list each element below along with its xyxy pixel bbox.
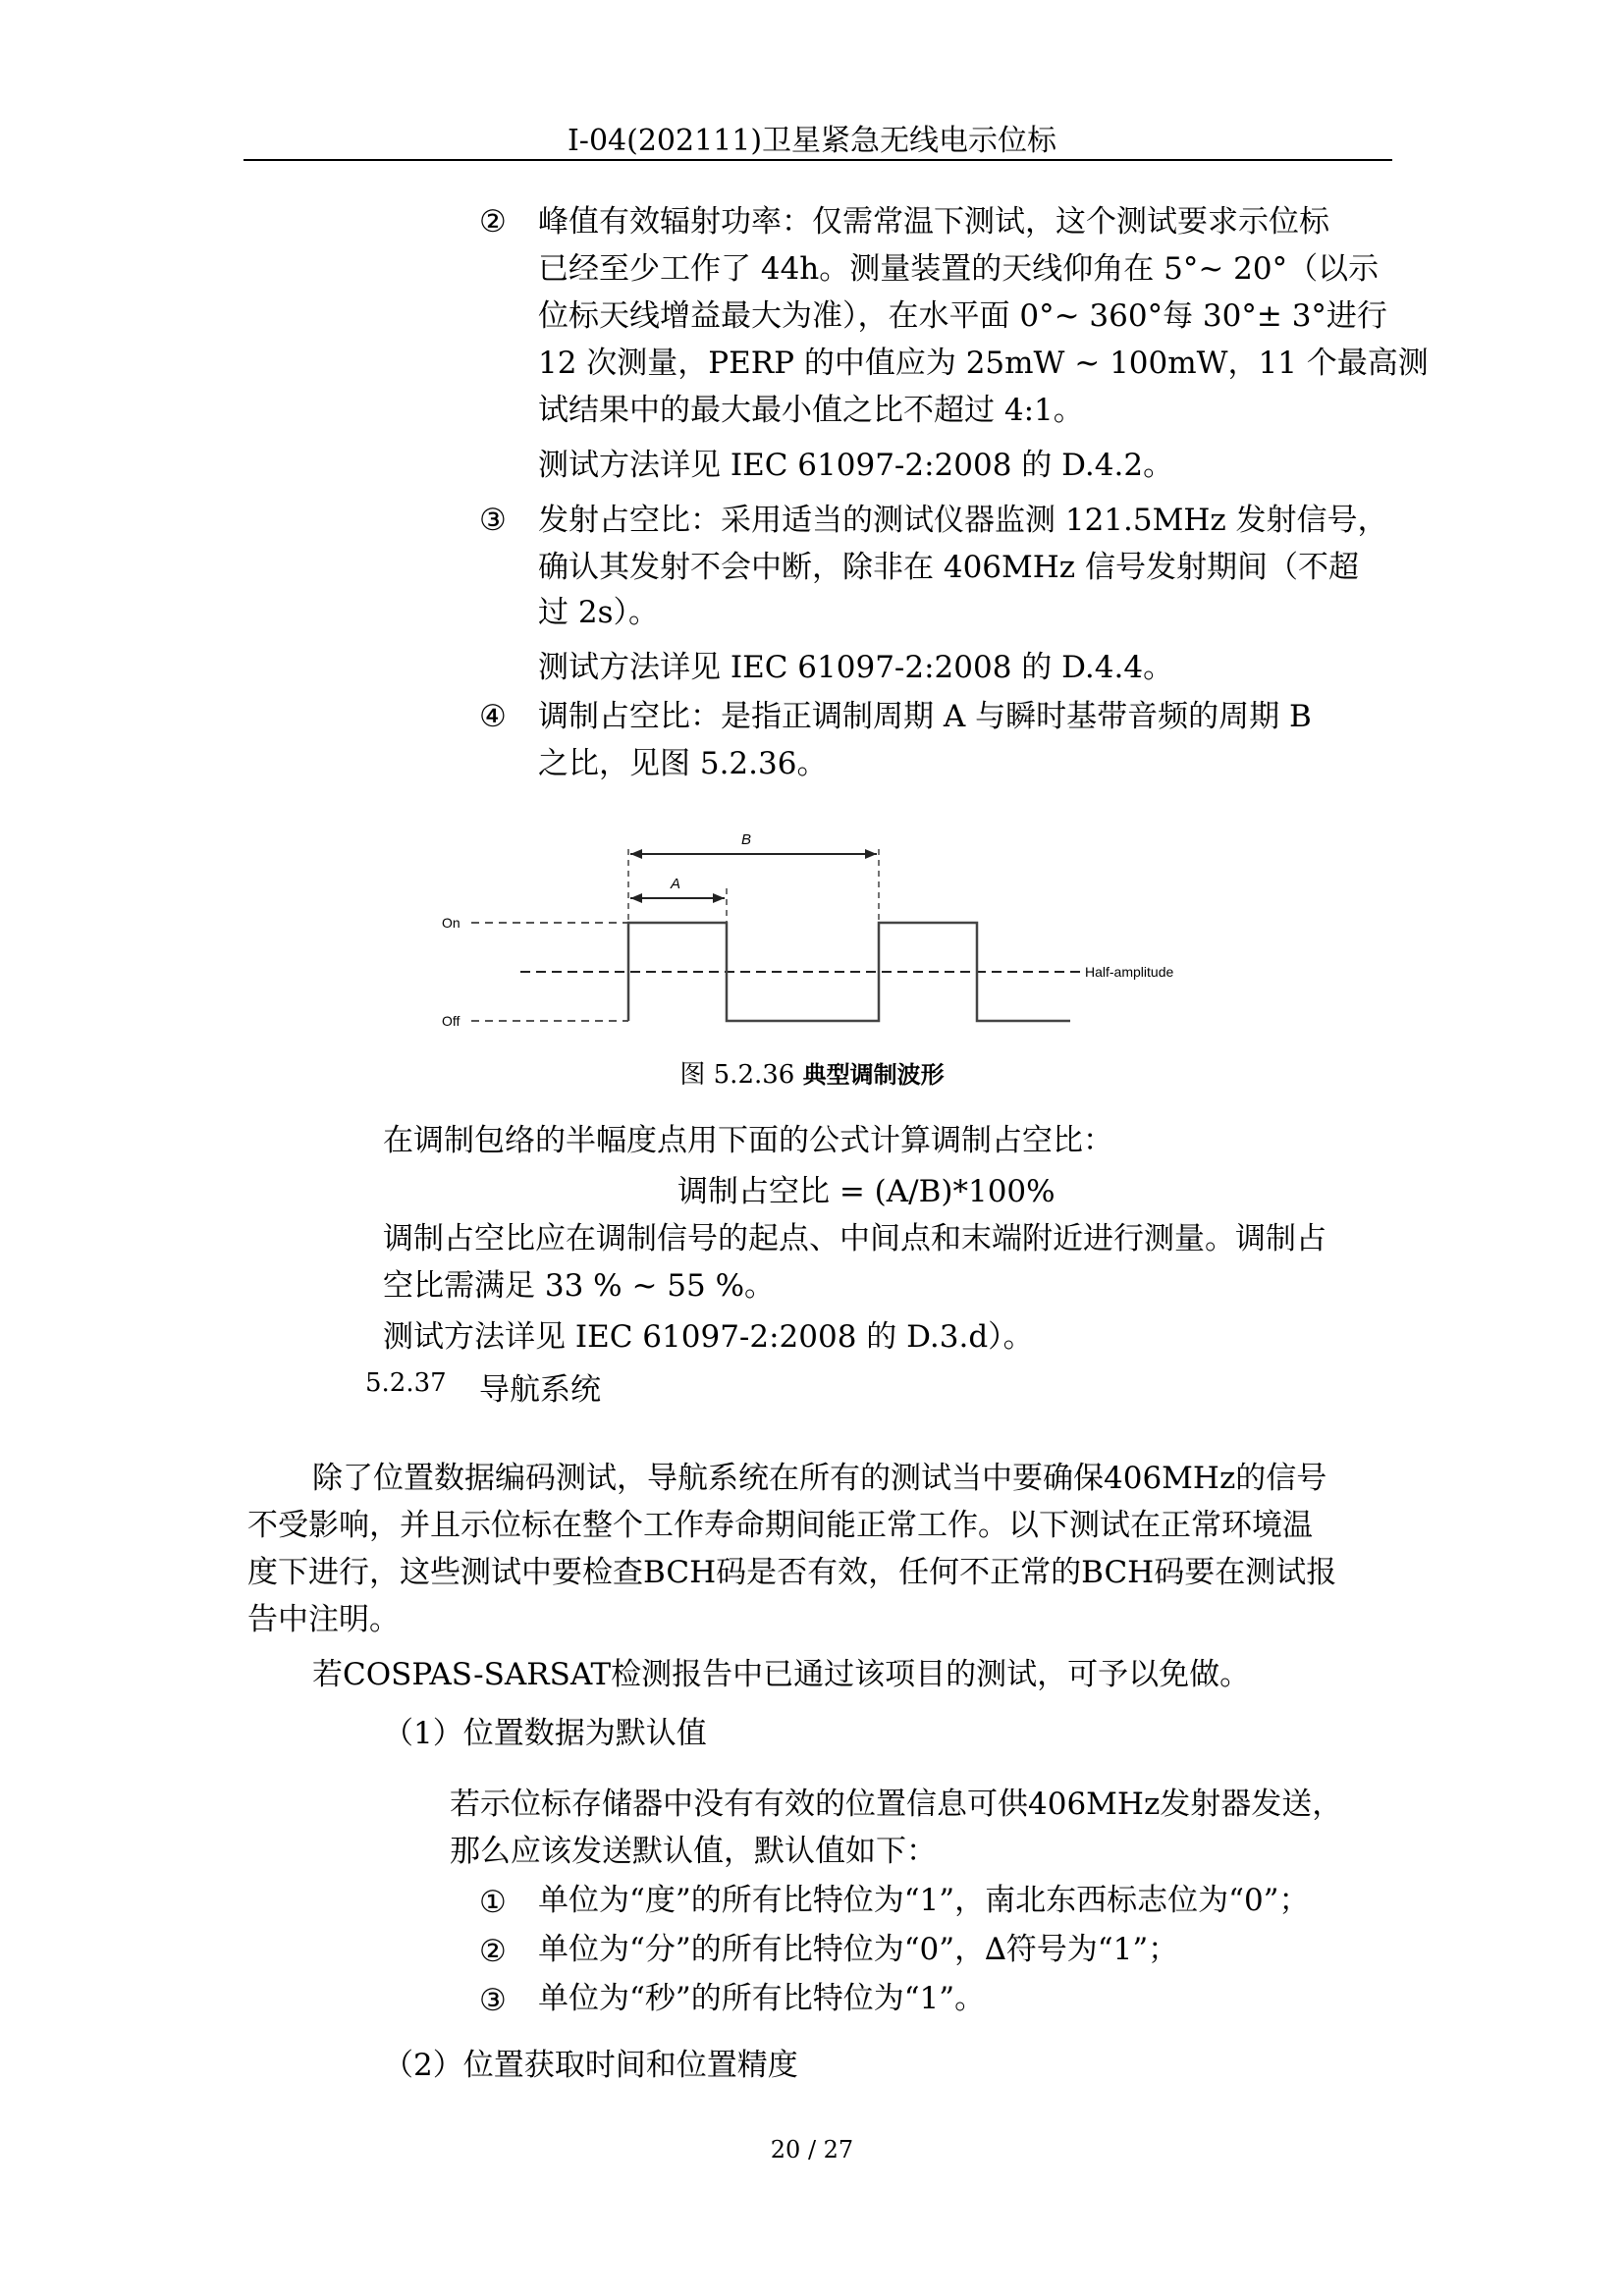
item2-line: 已经至少工作了 44h。测量装置的天线仰角在 5°~ 20°（以示	[538, 251, 1380, 287]
arrowhead-b-left	[630, 849, 642, 859]
header-rule	[244, 159, 1392, 161]
page-header-title: I-04(202111)卫星紧急无线电示位标	[567, 124, 1057, 158]
formula-intro: 在调制包络的半幅度点用下面的公式计算调制占空比：	[383, 1123, 1113, 1158]
item-marker-2: ②	[479, 204, 507, 240]
figure-caption-title: 典型调制波形	[802, 1061, 945, 1089]
section-title: 导航系统	[479, 1372, 601, 1408]
item2-line: 峰值有效辐射功率：仅需常温下测试，这个测试要求示位标	[538, 204, 1329, 240]
paragraph-line: 告中注明。	[247, 1602, 400, 1637]
paragraph-line: 度下进行，这些测试中要检查BCH码是否有效，任何不正常的BCH码要在测试报	[247, 1555, 1337, 1590]
exemption-note: 若COSPAS-SARSAT检测报告中已通过该项目的测试，可予以免做。	[312, 1657, 1251, 1692]
label-off: Off	[442, 1013, 460, 1029]
default-item-marker: ②	[479, 1934, 507, 1969]
formula-expression: 调制占空比 = (A/B)*100%	[677, 1174, 1056, 1209]
figure-caption-number: 图 5.2.36	[679, 1060, 795, 1090]
item2-line: 位标天线增益最大为准），在水平面 0°~ 360°每 30°± 3°进行	[538, 298, 1387, 334]
label-a: A	[670, 876, 681, 892]
formula-note-line: 调制占空比应在调制信号的起点、中间点和末端附近进行测量。调制占	[383, 1221, 1326, 1256]
item3-method: 测试方法详见 IEC 61097-2:2008 的 D.4.4。	[538, 650, 1174, 685]
default-item-text: 单位为“秒”的所有比特位为“1”。	[538, 1981, 986, 2016]
arrowhead-b-right	[865, 849, 877, 859]
paragraph-line: 不受影响，并且示位标在整个工作寿命期间能正常工作。以下测试在正常环境温	[247, 1508, 1313, 1543]
figure-caption	[0, 1054, 1624, 1091]
label-b: B	[740, 831, 752, 848]
item4-line: 调制占空比：是指正调制周期 A 与瞬时基带音频的周期 B	[538, 699, 1312, 734]
page-number: 20 / 27	[770, 2136, 854, 2163]
subsection-1-line: 若示位标存储器中没有有效的位置信息可供406MHz发射器发送，	[450, 1787, 1343, 1822]
label-half-amplitude: Half-amplitude	[1085, 964, 1174, 980]
subsection-2-title: （2）位置获取时间和位置精度	[383, 2048, 798, 2083]
arrowhead-a-left	[630, 893, 642, 903]
item2-method: 测试方法详见 IEC 61097-2:2008 的 D.4.2。	[538, 448, 1174, 483]
arrowhead-a-right	[713, 893, 725, 903]
formula-note-line: 空比需满足 33 % ~ 55 %。	[383, 1268, 776, 1304]
label-on: On	[442, 915, 460, 931]
modulation-waveform-figure	[432, 825, 1218, 1041]
formula-method: 测试方法详见 IEC 61097-2:2008 的 D.3.d）。	[383, 1319, 1034, 1355]
paragraph-line: 除了位置数据编码测试，导航系统在所有的测试当中要确保406MHz的信号	[312, 1461, 1327, 1496]
default-item-text: 单位为“分”的所有比特位为“0”，∆符号为“1”；	[538, 1932, 1179, 1967]
item2-line: 12 次测量，PERP 的中值应为 25mW ~ 100mW，11 个最高测	[538, 346, 1429, 381]
item3-line: 确认其发射不会中断，除非在 406MHz 信号发射期间（不超	[538, 550, 1359, 585]
default-item-text: 单位为“度”的所有比特位为“1”，南北东西标志位为“0”；	[538, 1883, 1310, 1918]
item-marker-3: ③	[479, 503, 507, 538]
item2-line: 试结果中的最大最小值之比不超过 4:1。	[538, 393, 1084, 428]
item3-line: 发射占空比：采用适当的测试仪器监测 121.5MHz 发射信号，	[538, 503, 1388, 538]
default-item-marker: ①	[479, 1885, 507, 1920]
item4-line: 之比，见图 5.2.36。	[538, 746, 828, 781]
subsection-1-line: 那么应该发送默认值，默认值如下：	[450, 1834, 937, 1869]
item-marker-4: ④	[479, 699, 507, 734]
item3-line: 过 2s）。	[538, 595, 659, 630]
default-item-marker: ③	[479, 1983, 507, 2018]
section-number: 5.2.37	[365, 1368, 447, 1398]
subsection-1-title: （1）位置数据为默认值	[383, 1716, 707, 1751]
